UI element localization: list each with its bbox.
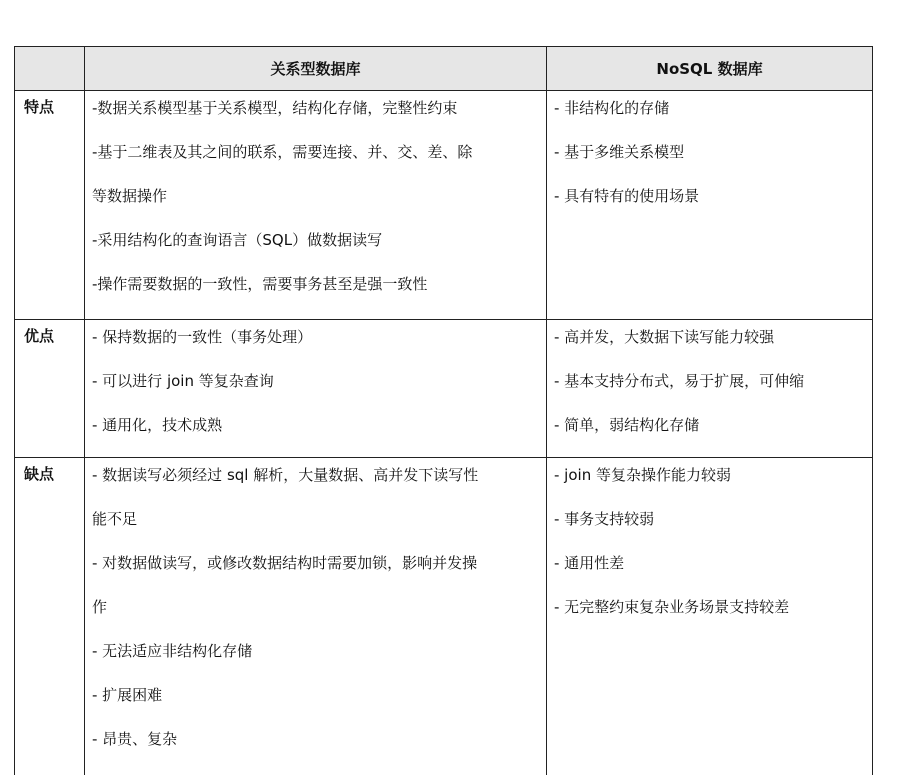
header-row	[15, 47, 873, 91]
list-item: - 事务支持较弱	[554, 510, 655, 528]
row-label-features: 特点	[15, 91, 85, 320]
header-relational: 关系型数据库	[85, 47, 547, 91]
list-item: - 保持数据的一致性（事务处理）	[92, 328, 313, 346]
list-item: -数据关系模型基于关系模型，结构化存储，完整性约束	[92, 99, 458, 117]
list-item: - 无完整约束复杂业务场景支持较差	[554, 598, 790, 616]
list-item: - 可以进行 join 等复杂查询	[92, 372, 274, 390]
header-corner	[15, 47, 85, 91]
cell-cons-relational	[85, 458, 547, 776]
list-item: - 简单，弱结构化存储	[554, 416, 700, 434]
list-item: -基于二维表及其之间的联系，需要连接、并、交、差、除	[92, 143, 473, 161]
list-item: 能不足	[92, 510, 138, 528]
cell-pros-relational	[85, 320, 547, 458]
table-row-cons	[15, 458, 873, 776]
list-item: - 数据读写必须经过 sql 解析，大量数据、高并发下读写性	[92, 466, 479, 484]
list-item: - join 等复杂操作能力较弱	[554, 466, 731, 484]
list-item: - 基本支持分布式，易于扩展，可伸缩	[554, 372, 805, 390]
list-item: - 扩展困难	[92, 686, 163, 704]
cell-cons-nosql	[547, 458, 873, 776]
list-item: - 无法适应非结构化存储	[92, 642, 253, 660]
list-item: - 昂贵、复杂	[92, 730, 178, 748]
header-nosql: NoSQL 数据库	[547, 47, 873, 91]
cell-pros-nosql	[547, 320, 873, 458]
list-item: - 通用化，技术成熟	[92, 416, 223, 434]
cell-features-relational	[85, 91, 547, 320]
list-item: - 具有特有的使用场景	[554, 187, 700, 205]
row-label-pros: 优点	[15, 320, 85, 458]
row-label-cons: 缺点	[15, 458, 85, 776]
list-item: - 基于多维关系模型	[554, 143, 685, 161]
list-item: -操作需要数据的一致性，需要事务甚至是强一致性	[92, 275, 428, 293]
list-item: 作	[92, 598, 108, 616]
comparison-table	[14, 46, 873, 775]
cell-features-nosql	[547, 91, 873, 320]
list-item: - 高并发，大数据下读写能力较强	[554, 328, 775, 346]
list-item: -采用结构化的查询语言（SQL）做数据读写	[92, 231, 383, 249]
table-row-features	[15, 91, 873, 320]
list-item: - 对数据做读写，或修改数据结构时需要加锁，影响并发操	[92, 554, 478, 572]
table-row-pros	[15, 320, 873, 458]
list-item: - 通用性差	[554, 554, 625, 572]
list-item: - 非结构化的存储	[554, 99, 670, 117]
list-item: 等数据操作	[92, 187, 168, 205]
